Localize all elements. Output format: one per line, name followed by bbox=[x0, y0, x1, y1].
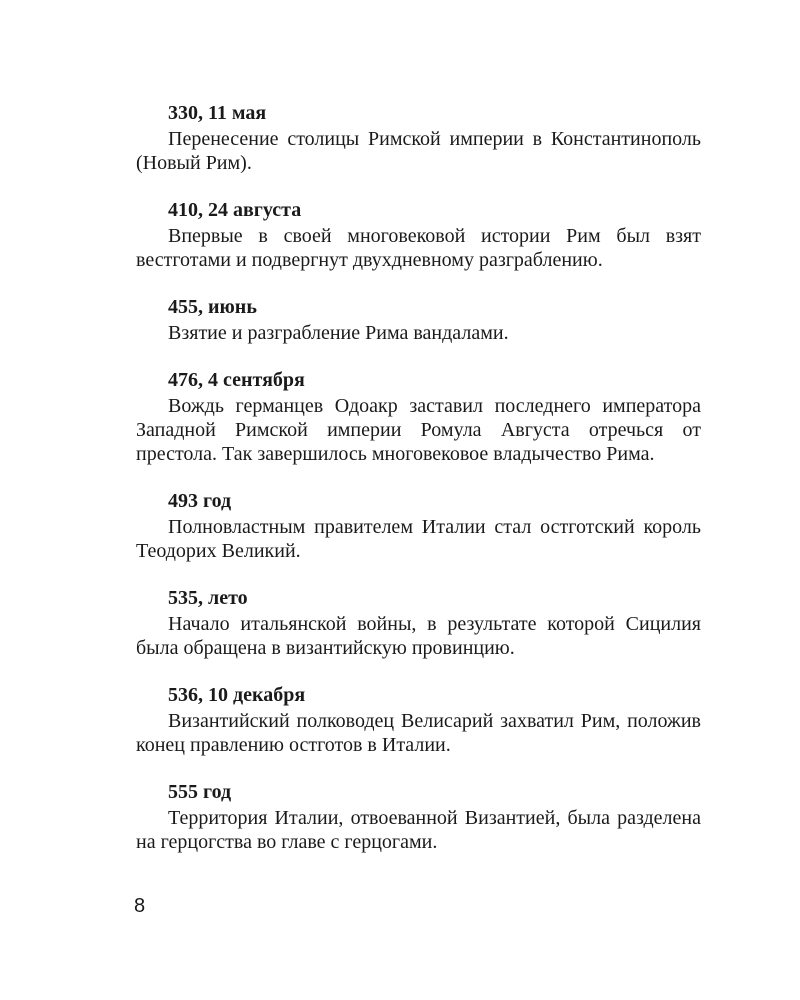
entry-text: Полновластным правителем Италии стал остготский король Теодорих Великий. bbox=[136, 516, 701, 562]
chronology-page bbox=[136, 100, 701, 876]
chronology-entry bbox=[136, 100, 701, 175]
chronology-entry bbox=[136, 779, 701, 854]
entry-date: 535, лето bbox=[168, 587, 248, 609]
entry-text: Территория Италии, отвоеванной Византией, была разделена на герцогства во главе с герцогами. bbox=[136, 807, 701, 853]
entry-text: Впервые в своей многовековой истории Рим был взят вестготами и подвергнут двухдневному разграблению. bbox=[136, 225, 701, 271]
entry-text: Начало итальянской войны, в результате которой Сицилия была обращена в византийскую провинцию. bbox=[136, 613, 701, 659]
chronology-entry bbox=[136, 367, 701, 466]
page-number: 8 bbox=[134, 895, 146, 917]
entry-date: 493 год bbox=[168, 490, 232, 512]
chronology-entry bbox=[136, 294, 701, 345]
entry-text: Взятие и разграбление Рима вандалами. bbox=[168, 322, 509, 344]
entry-text: Вождь германцев Одоакр заставил последнего императора Западной Римской империи Ромула Августа отречься от престола. Так завершилось многовековое владычество Рима. bbox=[136, 395, 701, 465]
entry-date: 455, июнь bbox=[168, 296, 257, 318]
chronology-entry bbox=[136, 585, 701, 660]
entry-text: Перенесение столицы Римской империи в Константинополь (Новый Рим). bbox=[136, 128, 701, 174]
entry-date: 410, 24 августа bbox=[168, 199, 302, 221]
entry-date: 330, 11 мая bbox=[168, 102, 267, 124]
chronology-entry bbox=[136, 488, 701, 563]
entry-date: 536, 10 декабря bbox=[168, 684, 306, 706]
chronology-entry bbox=[136, 682, 701, 757]
entry-text: Византийский полководец Велисарий захватил Рим, положив конец правлению остготов в Италии. bbox=[136, 710, 701, 756]
chronology-entry bbox=[136, 197, 701, 272]
entry-date: 555 год bbox=[168, 781, 232, 803]
entry-date: 476, 4 сентября bbox=[168, 369, 305, 391]
